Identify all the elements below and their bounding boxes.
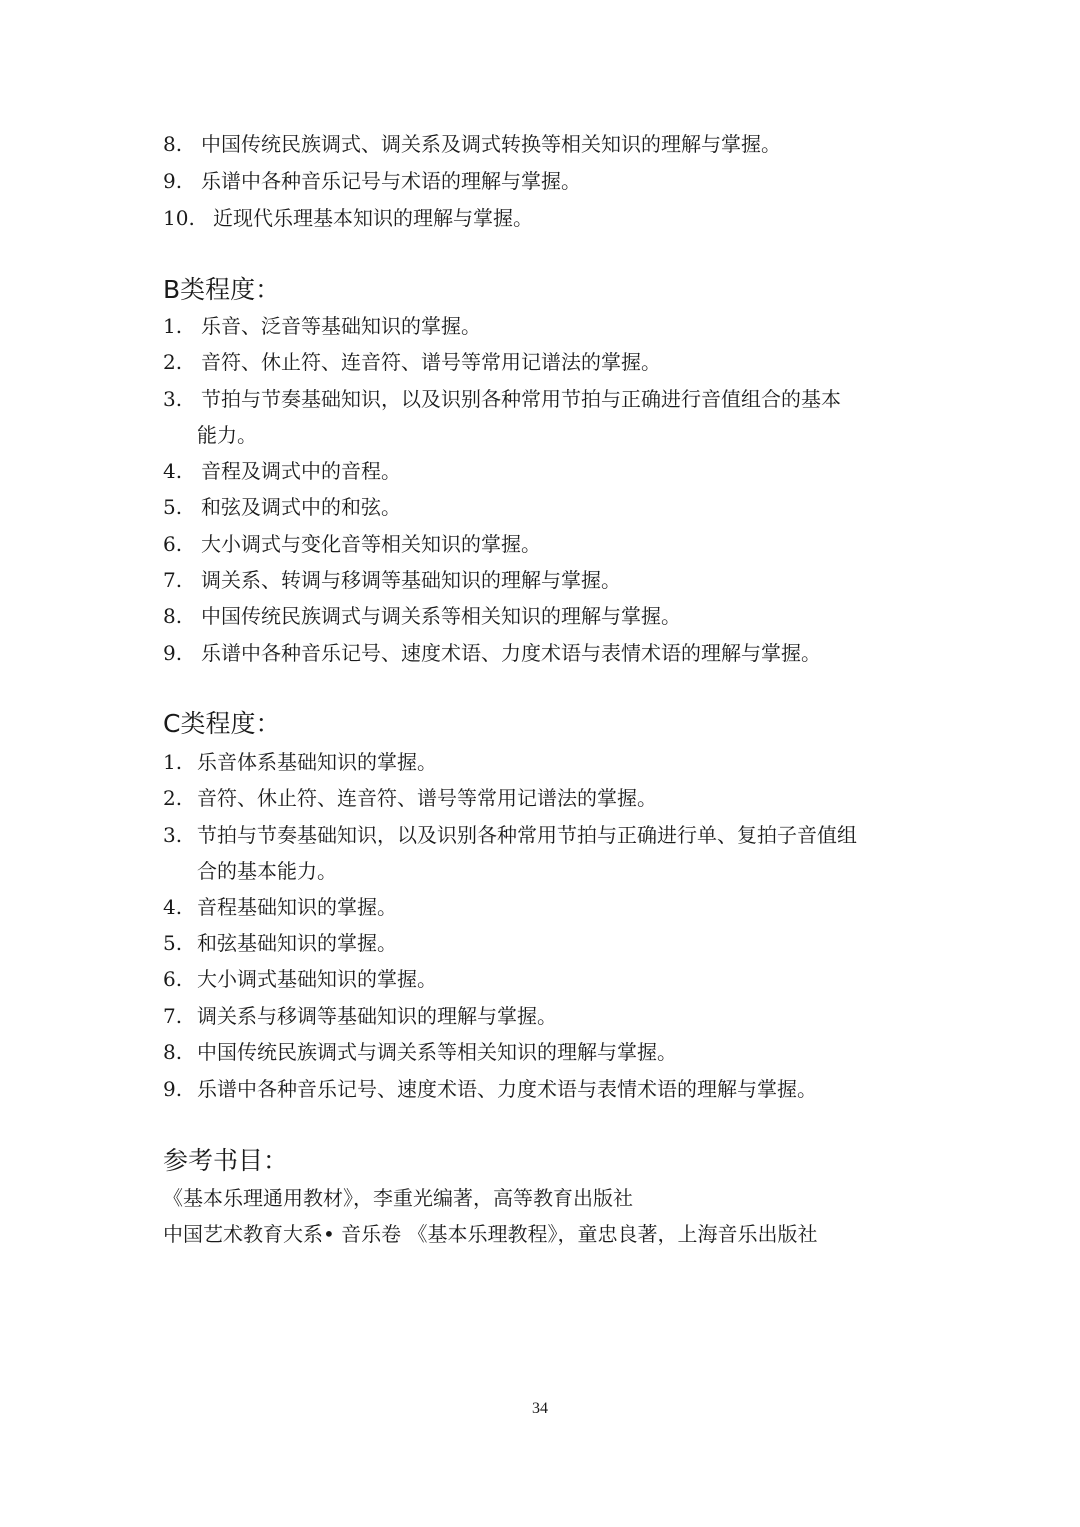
item-number: 10. bbox=[163, 206, 195, 230]
list-item bbox=[163, 531, 541, 557]
item-text: 乐音体系基础知识的掌握。 bbox=[197, 750, 437, 774]
item-number: 2. bbox=[163, 786, 183, 810]
item-number: 9. bbox=[163, 169, 183, 193]
list-item bbox=[163, 785, 657, 811]
list-item bbox=[163, 168, 581, 194]
item-number: 6. bbox=[163, 532, 183, 556]
list-item bbox=[163, 205, 533, 231]
item-number: 4. bbox=[163, 459, 183, 483]
list-item bbox=[163, 749, 437, 775]
item-text: 乐谱中各种音乐记号、速度术语、力度术语与表情术语的理解与掌握。 bbox=[201, 641, 821, 665]
item-text: 音程及调式中的音程。 bbox=[201, 459, 401, 483]
item-number: 3. bbox=[163, 387, 183, 411]
section-c-heading: C类程度： bbox=[163, 709, 281, 738]
references-heading: 参考书目： bbox=[163, 1146, 289, 1175]
reference-item: 中国艺术教育大系• 音乐卷 《基本乐理教程》，童忠良著，上海音乐出版社 bbox=[163, 1222, 818, 1246]
item-text: 乐音、泛音等基础知识的掌握。 bbox=[201, 314, 481, 338]
item-number: 5. bbox=[163, 495, 183, 519]
list-item bbox=[163, 131, 781, 157]
list-item bbox=[163, 1076, 817, 1102]
list-item bbox=[163, 966, 437, 992]
list-item bbox=[163, 1039, 677, 1065]
item-number: 2. bbox=[163, 350, 183, 374]
item-text: 和弦及调式中的和弦。 bbox=[201, 495, 401, 519]
item-text: 和弦基础知识的掌握。 bbox=[197, 931, 397, 955]
item-number: 8. bbox=[163, 604, 183, 628]
list-item bbox=[163, 894, 397, 920]
item-text: 音程基础知识的掌握。 bbox=[197, 895, 397, 919]
item-text: 调关系、转调与移调等基础知识的理解与掌握。 bbox=[201, 568, 621, 592]
list-item bbox=[163, 349, 661, 375]
item-number: 8. bbox=[163, 1040, 183, 1064]
item-number: 9. bbox=[163, 641, 183, 665]
item-number: 7. bbox=[163, 568, 183, 592]
list-item bbox=[163, 567, 621, 593]
item-text: 近现代乐理基本知识的理解与掌握。 bbox=[213, 206, 533, 230]
item-text: 调关系与移调等基础知识的理解与掌握。 bbox=[197, 1004, 557, 1028]
item-text: 乐谱中各种音乐记号、速度术语、力度术语与表情术语的理解与掌握。 bbox=[197, 1077, 817, 1101]
list-item bbox=[163, 930, 397, 956]
list-item bbox=[163, 494, 401, 520]
item-number: 6. bbox=[163, 967, 183, 991]
page-number: 34 bbox=[532, 1400, 548, 1417]
item-text: 节拍与节奏基础知识，以及识别各种常用节拍与正确进行音值组合的基本 bbox=[201, 387, 841, 411]
item-text: 节拍与节奏基础知识，以及识别各种常用节拍与正确进行单、复拍子音值组 bbox=[197, 823, 857, 847]
item-text: 音符、休止符、连音符、谱号等常用记谱法的掌握。 bbox=[197, 786, 657, 810]
item-number: 1. bbox=[163, 314, 183, 338]
item-text: 大小调式基础知识的掌握。 bbox=[197, 967, 437, 991]
list-item bbox=[163, 313, 481, 339]
section-b-heading: B类程度： bbox=[163, 275, 281, 304]
list-item bbox=[163, 822, 857, 848]
list-item bbox=[163, 458, 401, 484]
item-text: 音符、休止符、连音符、谱号等常用记谱法的掌握。 bbox=[201, 350, 661, 374]
item-text: 乐谱中各种音乐记号与术语的理解与掌握。 bbox=[201, 169, 581, 193]
item-number: 8. bbox=[163, 132, 183, 156]
item-text: 大小调式与变化音等相关知识的掌握。 bbox=[201, 532, 541, 556]
list-item-continuation: 合的基本能力。 bbox=[197, 859, 337, 883]
item-number: 7. bbox=[163, 1004, 183, 1028]
item-number: 3. bbox=[163, 823, 183, 847]
list-item bbox=[163, 1003, 557, 1029]
list-item bbox=[163, 386, 841, 412]
reference-item: 《基本乐理通用教材》，李重光编著，高等教育出版社 bbox=[163, 1186, 633, 1210]
list-item bbox=[163, 640, 821, 666]
item-number: 1. bbox=[163, 750, 183, 774]
item-number: 4. bbox=[163, 895, 183, 919]
item-text: 中国传统民族调式与调关系等相关知识的理解与掌握。 bbox=[201, 604, 681, 628]
item-number: 9. bbox=[163, 1077, 183, 1101]
list-item bbox=[163, 603, 681, 629]
item-text: 中国传统民族调式与调关系等相关知识的理解与掌握。 bbox=[197, 1040, 677, 1064]
item-number: 5. bbox=[163, 931, 183, 955]
item-text: 中国传统民族调式、调关系及调式转换等相关知识的理解与掌握。 bbox=[201, 132, 781, 156]
list-item-continuation: 能力。 bbox=[197, 423, 257, 447]
